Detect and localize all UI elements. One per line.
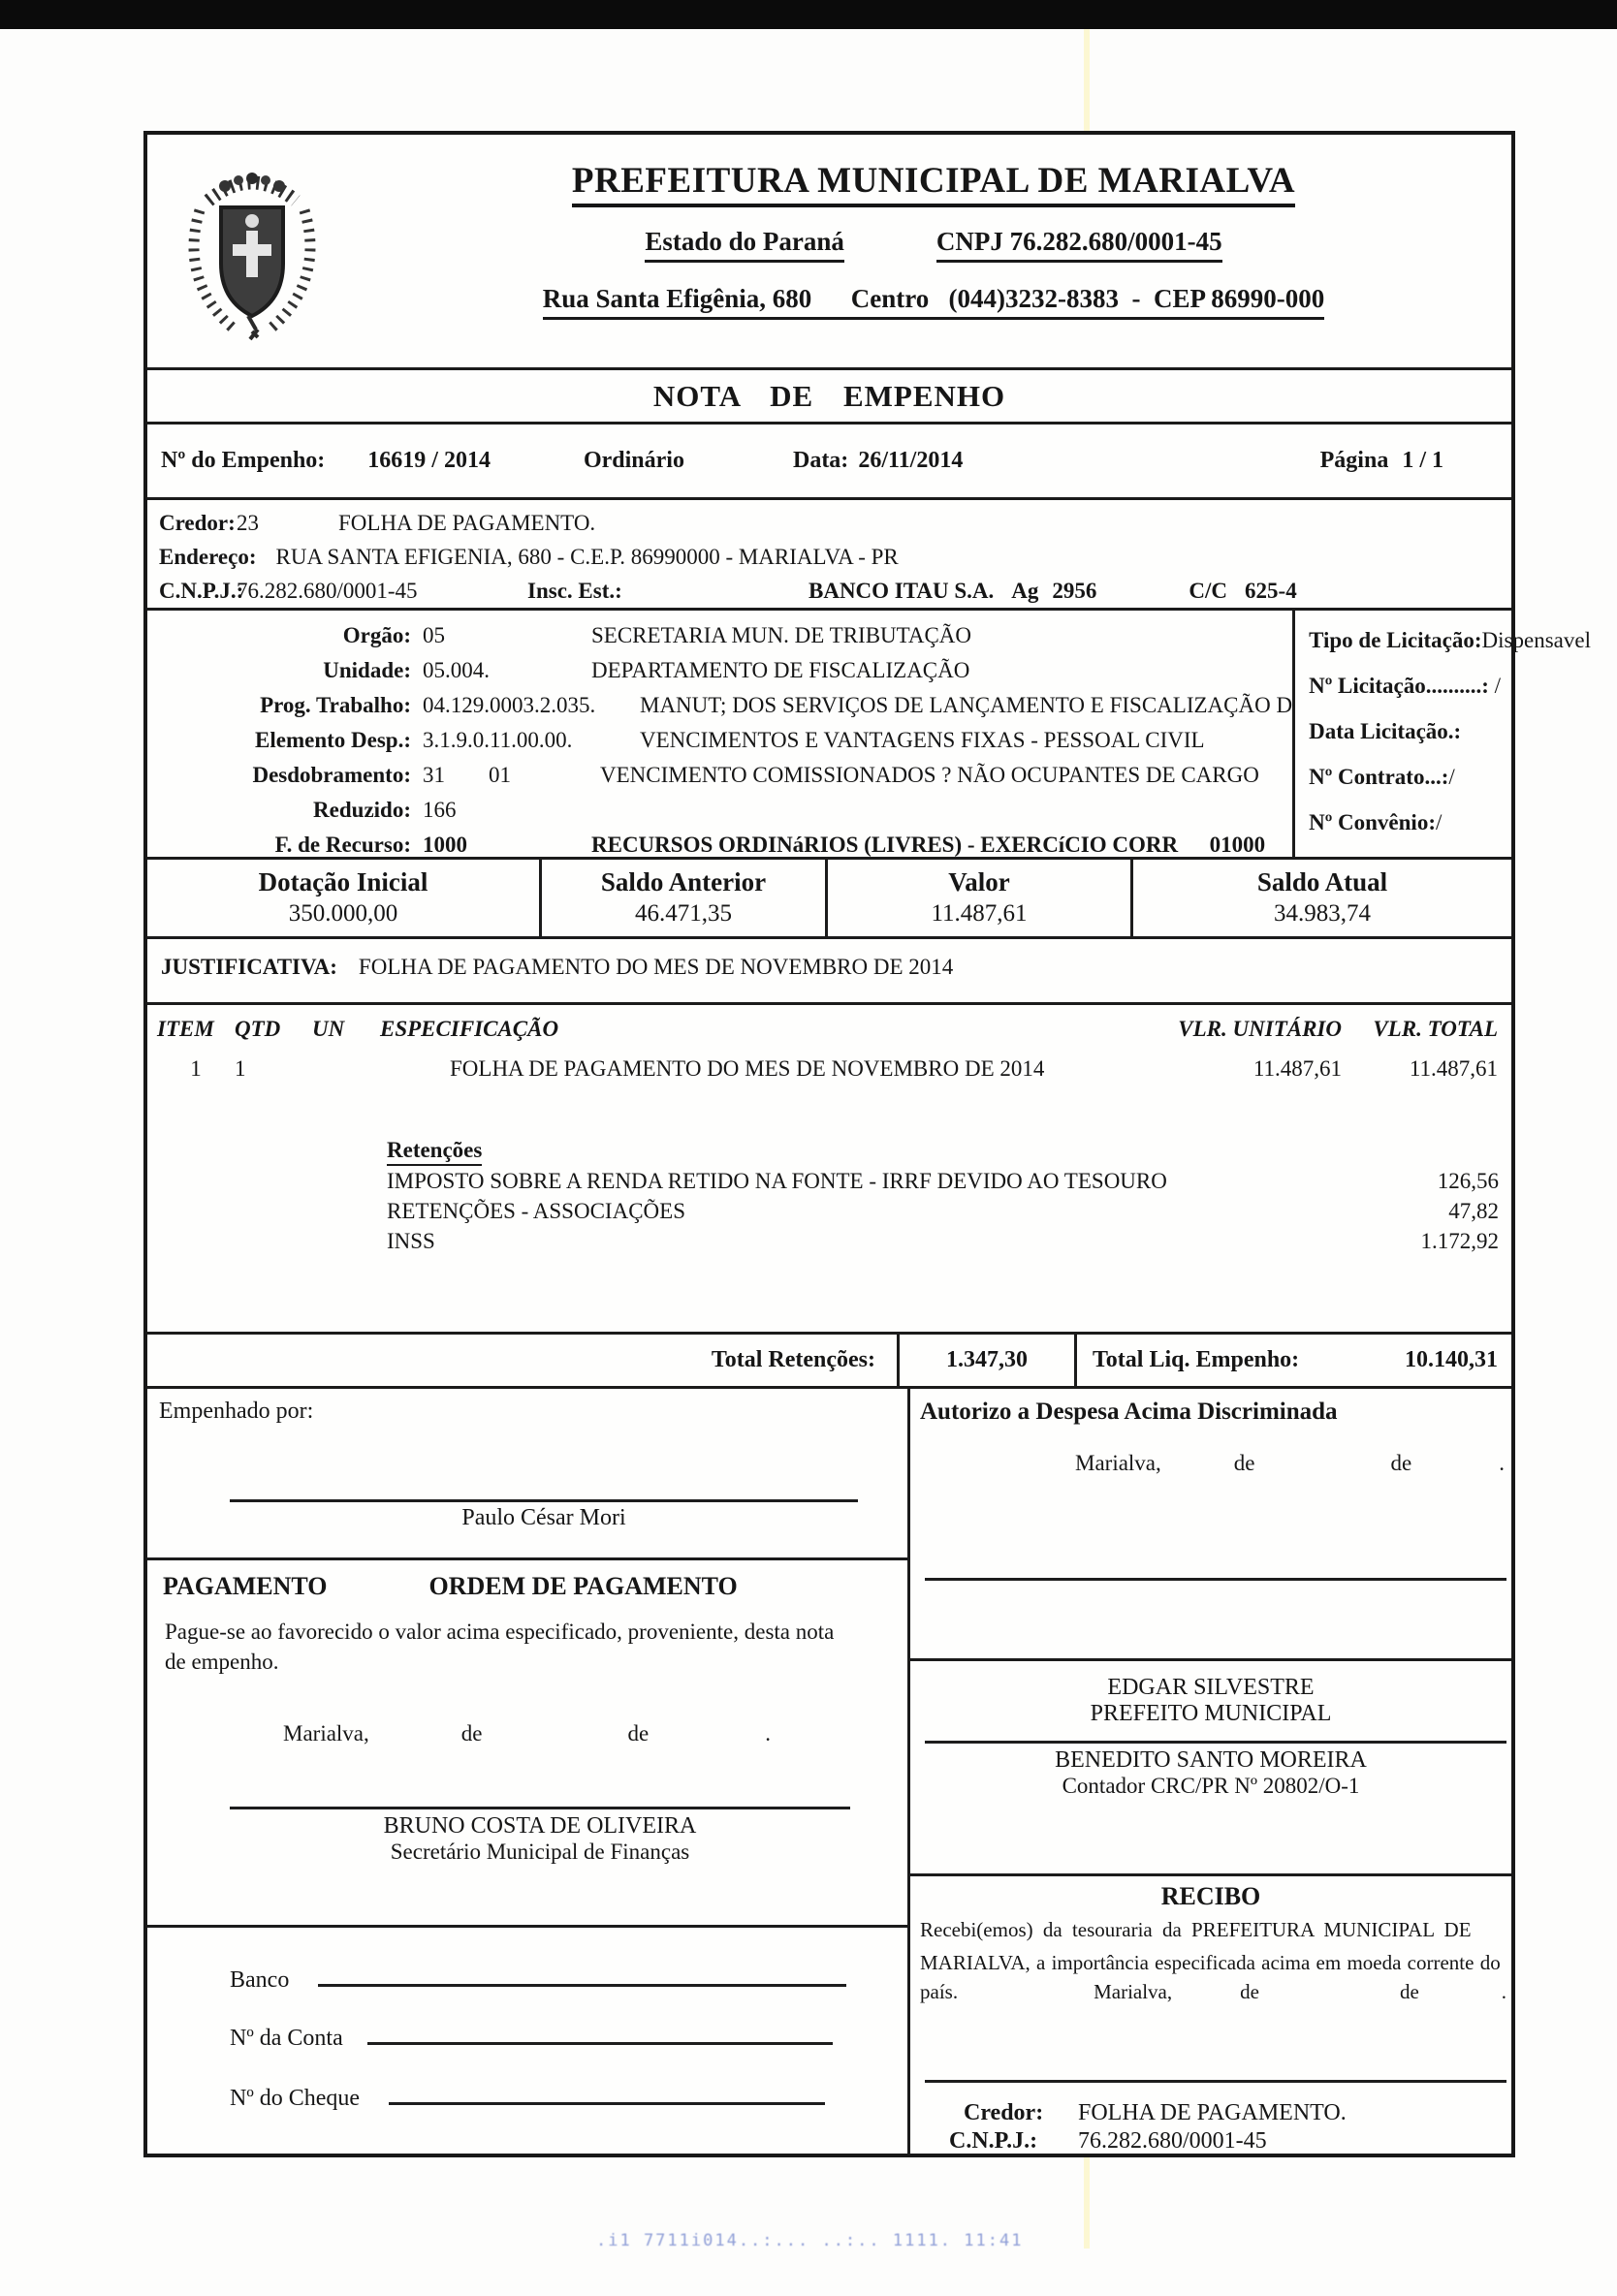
items-table xyxy=(147,1002,1511,1332)
city-name: Marialva, xyxy=(1094,1980,1173,2003)
cheque-blank-line xyxy=(389,2083,825,2105)
withholding-inss-desc: INSS xyxy=(387,1229,435,1253)
prog-trabalho-code: 04.129.0003.2.035. xyxy=(423,693,596,717)
page-value: 1 / 1 xyxy=(1402,448,1443,473)
date-period: . xyxy=(1501,1980,1507,2003)
elemento-label: Elemento Desp.: xyxy=(255,728,411,752)
contract-number-label: Nº Contrato...: xyxy=(1309,765,1449,789)
classification-row-reduzido xyxy=(147,793,1292,828)
desdobramento-label: Desdobramento: xyxy=(252,763,411,787)
value-amount: 11.487,61 xyxy=(931,900,1028,927)
col-especificacao: ESPECIFICAÇÃO xyxy=(380,1017,559,1041)
item-qty: 1 xyxy=(235,1056,246,1081)
receipt-text-line3 xyxy=(910,1977,1511,2006)
creditor-code: 23 xyxy=(237,511,259,535)
creditor-label: Credor: xyxy=(159,511,236,535)
finance-secretary-signature xyxy=(230,1807,850,1865)
bidding-type-label: Tipo de Licitação: xyxy=(1309,628,1482,652)
payment-order-text: Pague-se ao favorecido o valor acima especificado, proveniente, desta nota de empenho. xyxy=(165,1620,835,1674)
committed-by-label: Empenhado por: xyxy=(159,1399,314,1424)
classification-rows xyxy=(147,611,1292,857)
item-number: 1 xyxy=(190,1056,202,1081)
empenho-info-row xyxy=(147,422,1511,497)
mayor-name: EDGAR SILVESTRE xyxy=(1107,1675,1315,1700)
bidding-number-label: Nº Licitação..........: xyxy=(1309,674,1489,698)
bidding-info-box xyxy=(1292,611,1605,857)
bank-details-cell xyxy=(147,1925,907,2154)
creditor-block xyxy=(147,497,1511,608)
creditor-cnpj: 76.282.680/0001-45 xyxy=(237,579,418,603)
state-label: Estado do Paraná xyxy=(645,227,844,263)
payment-order-title: ORDEM DE PAGAMENTO xyxy=(428,1572,738,1600)
date-de-2: de xyxy=(1399,1980,1419,2003)
withholding-irrf-desc: IMPOSTO SOBRE A RENDA RETIDO NA FONTE - IRRF DEVIDO AO TESOURO xyxy=(387,1169,1167,1193)
payment-header-row xyxy=(147,1560,907,1601)
signature-line xyxy=(925,1578,1506,1581)
authorization-cell xyxy=(910,1389,1511,1658)
reduzido-code: 166 xyxy=(423,798,457,822)
net-total-cell xyxy=(1077,1335,1511,1386)
fonte-recurso-extra-code: 01000 xyxy=(1209,833,1266,857)
withholdings-title: Retenções xyxy=(387,1138,482,1166)
desdobramento-code: 31 xyxy=(423,763,445,787)
item-unit-price: 11.487,61 xyxy=(1252,1056,1342,1081)
total-withholdings-label-cell xyxy=(147,1335,900,1386)
item-row xyxy=(147,1056,1511,1082)
desdobramento-desc: VENCIMENTO COMISSIONADOS ? NÃO OCUPANTES DE CARGO xyxy=(600,763,1259,787)
creditor-address: RUA SANTA EFIGENIA, 680 - C.E.P. 86990000 - MARIALVA - PR xyxy=(275,545,899,569)
receipt-text-line1: Recebi(emos) da tesouraria da PREFEITURA MUNICIPAL DE xyxy=(920,1918,1472,1941)
empenho-number-label: Nº do Empenho: xyxy=(161,448,326,473)
bidding-date-row xyxy=(1309,719,1598,744)
fonte-recurso-code: 1000 xyxy=(423,833,467,857)
orgao-desc: SECRETARIA MUN. DE TRIBUTAÇÃO xyxy=(591,623,972,647)
withholding-assoc-desc: RETENÇÕES - ASSOCIAÇÕES xyxy=(387,1199,685,1223)
col-un: UN xyxy=(312,1017,345,1041)
contract-number-value: / xyxy=(1448,765,1455,789)
budget-classification-block xyxy=(147,608,1591,857)
value-label: Valor xyxy=(948,867,1010,896)
balances-row xyxy=(147,857,1511,936)
date-de-1: de xyxy=(1233,1451,1255,1475)
creditor-row xyxy=(159,506,1511,540)
city-name: Marialva, xyxy=(1075,1451,1161,1475)
page-title: PREFEITURA MUNICIPAL DE MARIALVA xyxy=(572,160,1295,207)
total-withholdings-value-cell xyxy=(900,1335,1077,1386)
account-row xyxy=(230,2023,907,2052)
creditor-name: FOLHA DE PAGAMENTO. xyxy=(338,511,596,535)
doc-type-title: NOTA DE EMPENHO xyxy=(652,379,1006,413)
withholding-row-inss xyxy=(387,1226,1511,1256)
previous-balance-cell xyxy=(542,860,828,936)
creditor-cnpj-row xyxy=(159,574,1511,608)
col-item: ITEM xyxy=(157,1017,214,1041)
coat-of-arms-logo xyxy=(147,135,356,367)
net-total-value: 10.140,31 xyxy=(1405,1347,1498,1372)
empenho-date-group xyxy=(793,448,963,474)
classification-row-elemento xyxy=(147,723,1292,758)
accountant-role: Contador CRC/PR Nº 20802/O-1 xyxy=(1062,1774,1360,1798)
scan-black-bar xyxy=(0,0,1617,29)
current-balance-cell xyxy=(1133,860,1511,936)
signature-line xyxy=(925,1741,1506,1744)
receipt-cnpj-row xyxy=(949,2128,1511,2154)
empenho-number: 16619 / 2014 xyxy=(367,448,491,473)
elemento-desc: VENCIMENTOS E VANTAGENS FIXAS - PESSOAL CIVIL xyxy=(640,728,1205,752)
elemento-code: 3.1.9.0.11.00.00. xyxy=(423,728,573,752)
date-de-2: de xyxy=(627,1721,650,1746)
committed-by-cell xyxy=(147,1389,907,1557)
classification-row-orgao xyxy=(147,618,1292,653)
page-label: Página xyxy=(1319,448,1389,473)
withholding-inss-value: 1.172,92 xyxy=(1420,1229,1499,1253)
receipt-text-pais: país. xyxy=(920,1980,959,2003)
items-header-row xyxy=(147,1017,1511,1042)
previous-balance-value: 46.471,35 xyxy=(635,900,732,927)
classification-row-prog-trabalho xyxy=(147,688,1292,723)
classification-row-desdobramento xyxy=(147,758,1292,793)
left-signature-column xyxy=(147,1389,910,2154)
initial-allocation-label: Dotação Inicial xyxy=(258,867,428,896)
unidade-code: 05.004. xyxy=(423,658,490,682)
current-balance-label: Saldo Atual xyxy=(1256,867,1388,896)
authorization-title: Autorizo a Despesa Acima Discriminada xyxy=(920,1399,1338,1425)
previous-balance-label: Saldo Anterior xyxy=(600,867,767,896)
payment-city-date-line xyxy=(147,1721,907,1746)
agreement-number-label: Nº Convênio: xyxy=(1309,810,1436,834)
bidding-number-value: / xyxy=(1494,674,1502,698)
justification-text: FOLHA DE PAGAMENTO DO MES DE NOVEMBRO DE 2014 xyxy=(358,955,954,979)
date-period: . xyxy=(1499,1451,1505,1475)
cheque-row xyxy=(230,2083,907,2112)
totals-row xyxy=(147,1332,1511,1386)
receipt-cnpj-label: C.N.P.J.: xyxy=(949,2128,1038,2154)
bidding-type-row xyxy=(1309,628,1598,653)
initial-allocation-cell xyxy=(147,860,542,936)
mayor-role: PREFEITO MUNICIPAL xyxy=(1090,1701,1332,1726)
prog-trabalho-label: Prog. Trabalho: xyxy=(260,693,411,717)
signatures-section xyxy=(147,1386,1511,2154)
header-titles xyxy=(356,135,1511,367)
mayor-accountant-cell xyxy=(910,1658,1511,1873)
date-period: . xyxy=(765,1721,771,1746)
header-subtitle-row xyxy=(645,227,1221,263)
receipt-creditor-row xyxy=(964,2100,1511,2126)
date-value: 26/11/2014 xyxy=(858,448,964,473)
classification-row-unidade xyxy=(147,653,1292,688)
total-withholdings-value: 1.347,30 xyxy=(946,1347,1028,1372)
empenho-type: Ordinário xyxy=(583,448,684,473)
value-cell xyxy=(828,860,1133,936)
agreement-number-row xyxy=(1309,810,1598,835)
bidding-date-label: Data Licitação.: xyxy=(1309,719,1462,743)
document-header xyxy=(147,135,1511,367)
state-registration-label: Insc. Est.: xyxy=(527,579,622,603)
justification-label: JUSTIFICATIVA: xyxy=(161,955,337,979)
nota-de-empenho-document xyxy=(143,131,1591,2157)
initial-allocation-value: 350.000,00 xyxy=(288,900,398,927)
receipt-cell xyxy=(910,1873,1511,2154)
authorization-city-date-line xyxy=(910,1451,1511,1476)
orgao-label: Orgão: xyxy=(342,623,411,647)
bidding-number-row xyxy=(1309,674,1598,699)
date-de-1: de xyxy=(1240,1980,1259,2003)
signature-line xyxy=(230,1807,850,1809)
net-total-label: Total Liq. Empenho: xyxy=(1093,1347,1300,1372)
city-name: Marialva, xyxy=(283,1721,369,1746)
item-description: FOLHA DE PAGAMENTO DO MES DE NOVEMBRO DE 2014 xyxy=(450,1056,1045,1081)
reduzido-label: Reduzido: xyxy=(313,798,411,822)
orgao-code: 05 xyxy=(423,623,445,647)
bank-name: BANCO ITAU S.A. xyxy=(808,579,995,603)
coat-of-arms-icon xyxy=(174,157,330,346)
receipt-creditor-label: Credor: xyxy=(964,2100,1044,2125)
scan-stamp-artifact: .i1 7711i014..:... ..:.. 1111. 11:41 xyxy=(596,2231,1024,2250)
receipt-title: RECIBO xyxy=(1160,1882,1261,1910)
bank-label: Banco xyxy=(230,1967,290,1993)
receipt-cnpj-value: 76.282.680/0001-45 xyxy=(1078,2128,1267,2154)
committed-by-signature xyxy=(230,1499,858,1531)
header-cnpj: CNPJ 76.282.680/0001-45 xyxy=(936,227,1222,263)
page-indicator xyxy=(1320,448,1443,474)
agency-label: Ag xyxy=(1011,579,1039,603)
address-line: Rua Santa Efigênia, 680 Centro (044)3232-8383 - CEP 86990-000 xyxy=(543,284,1325,320)
right-signature-column xyxy=(910,1389,1511,2154)
cheque-number-label: Nº do Cheque xyxy=(230,2086,361,2111)
unidade-desc: DEPARTAMENTO DE FISCALIZAÇÃO xyxy=(591,658,970,682)
withholdings-block xyxy=(147,1138,1511,1256)
col-vlr-total: VLR. TOTAL xyxy=(1373,1017,1498,1041)
signature-line xyxy=(925,2080,1506,2083)
address-label: Endereço: xyxy=(159,545,257,569)
receipt-creditor-value: FOLHA DE PAGAMENTO. xyxy=(1078,2100,1347,2125)
withholding-assoc-value: 47,82 xyxy=(1448,1199,1499,1223)
committed-by-name: Paulo César Mori xyxy=(461,1505,626,1530)
bidding-type-value: Dispensavel xyxy=(1481,628,1591,652)
current-balance-value: 34.983,74 xyxy=(1274,900,1371,927)
doc-type-band xyxy=(147,367,1511,422)
account-blank-line xyxy=(367,2023,833,2045)
unidade-label: Unidade: xyxy=(323,658,411,682)
creditor-cnpj-label: C.N.P.J.: xyxy=(159,579,244,603)
col-qtd: QTD xyxy=(235,1017,281,1041)
fonte-recurso-desc: RECURSOS ORDINáRIOS (LIVRES) - EXERCíCIO CORR xyxy=(591,833,1179,857)
bank-row xyxy=(230,1965,907,1994)
agency-number: 2956 xyxy=(1052,579,1097,603)
col-vlr-unitario: VLR. UNITÁRIO xyxy=(1178,1017,1342,1041)
signature-line xyxy=(230,1499,858,1502)
finance-secretary-name: BRUNO COSTA DE OLIVEIRA xyxy=(383,1813,697,1839)
item-total-price: 11.487,61 xyxy=(1409,1056,1498,1081)
accountant-name: BENEDITO SANTO MOREIRA xyxy=(1055,1747,1367,1773)
account-number-label: Nº da Conta xyxy=(230,2026,343,2051)
date-label: Data: xyxy=(792,448,849,473)
date-de-1: de xyxy=(460,1721,483,1746)
payment-title: PAGAMENTO xyxy=(163,1572,328,1600)
withholding-irrf-value: 126,56 xyxy=(1437,1169,1499,1193)
date-de-2: de xyxy=(1390,1451,1412,1475)
bank-blank-line xyxy=(318,1965,846,1987)
payment-order-cell xyxy=(147,1557,907,1925)
creditor-address-row xyxy=(159,540,1511,574)
fonte-recurso-label: F. de Recurso: xyxy=(274,833,411,857)
account-label: C/C xyxy=(1189,579,1228,603)
justification-row xyxy=(147,936,1511,1002)
desdobramento-code2: 01 xyxy=(489,763,511,787)
withholding-row-irrf xyxy=(387,1166,1511,1196)
agreement-number-value: / xyxy=(1435,810,1443,834)
prog-trabalho-desc: MANUT; DOS SERVIÇOS DE LANÇAMENTO E FISCALIZAÇÃO D xyxy=(640,693,1293,717)
withholding-row-associacoes xyxy=(387,1196,1511,1226)
receipt-text-line2: MARIALVA, a importância especificada acima em moeda corrente do xyxy=(920,1951,1501,1974)
total-withholdings-label: Total Retenções: xyxy=(711,1347,875,1372)
account-number: 625-4 xyxy=(1245,579,1297,603)
finance-secretary-role: Secretário Municipal de Finanças xyxy=(390,1840,690,1864)
contract-number-row xyxy=(1309,765,1598,790)
